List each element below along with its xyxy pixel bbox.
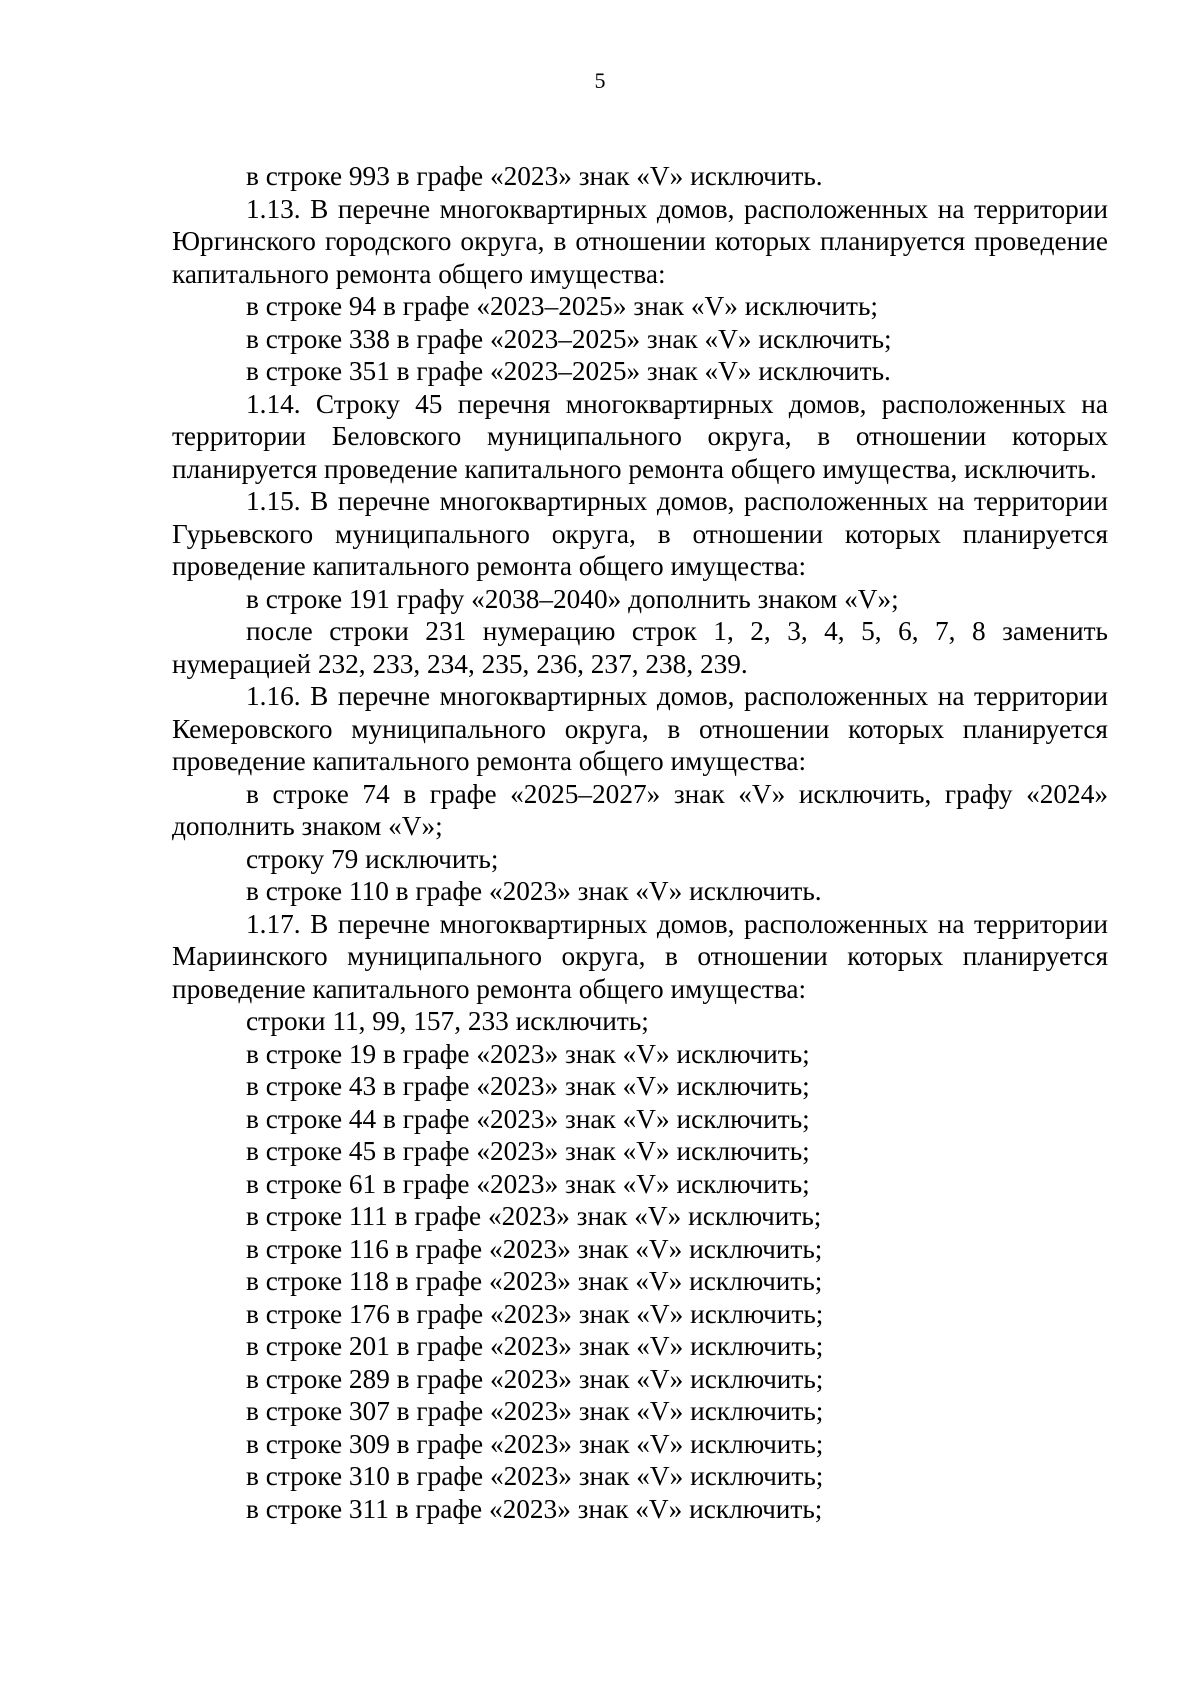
paragraph-1-16-kemerovo: 1.16. В перечне многоквартирных домов, расположенных на территории Кемеровского муниципального округа, в отношении которых планируется проведение капитального ремонта общего имущества: [172,681,1108,776]
paragraph-row-191: в строке 191 графу «2038–2040» дополнить знаком «V»; [246,583,899,614]
paragraph-row-79: строку 79 исключить; [246,843,499,874]
paragraph-row-351: в строке 351 в графе «2023–2025» знак «V» исключить. [246,356,891,386]
paragraph-row-338: в строке 338 в графе «2023–2025» знак «V» исключить; [246,323,892,354]
paragraph-row-307: в строке 307 в графе «2023» знак «V» исключить; [246,1396,824,1426]
paragraph-1-15-guryevsk: 1.15. В перечне многоквартирных домов, расположенных на территории Гурьевского муниципального округа, в отношении которых планируется проведение капитального ремонта общего имущества: [172,486,1108,581]
paragraph-row-44: в строке 44 в графе «2023» знак «V» исключить; [246,1103,810,1134]
paragraph-row-993: в строке 993 в графе «2023» знак «V» исключить. [246,161,823,191]
paragraph-1-13-yurga: 1.13. В перечне многоквартирных домов, расположенных на территории Юргинского городского округа, в отношении которых планируется проведение капитального ремонта общего имущества: [172,193,1108,289]
page-number: 5 [594,68,606,93]
paragraph-row-94: в строке 94 в графе «2023–2025» знак «V» исключить; [246,291,878,321]
paragraph-rows-exclude: строки 11, 99, 157, 233 исключить; [246,1006,649,1036]
paragraph-row-74: в строке 74 в графе «2025–2027» знак «V» исключить, графу «2024» дополнить знаком «V»; [172,778,1108,841]
paragraph-row-176: в строке 176 в графе «2023» знак «V» исключить; [246,1298,824,1329]
paragraph-row-289: в строке 289 в графе «2023» знак «V» исключить; [246,1363,824,1394]
paragraph-row-311: в строке 311 в графе «2023» знак «V» исключить; [246,1493,823,1524]
paragraph-after-row-231: после строки 231 нумерацию строк 1, 2, 3, 4, 5, 6, 7, 8 заменить нумерацией 232, 233, 234, 235, 236, 237, 238, 239. [172,616,1108,679]
paragraph-1-14-belovo: 1.14. Строку 45 перечня многоквартирных домов, расположенных на территории Беловского муниципального округа, в отношении которых планируется проведение капитального ремонта общего имущества, исключить. [172,388,1108,484]
paragraph-row-61: в строке 61 в графе «2023» знак «V» исключить; [246,1168,810,1199]
paragraph-row-116: в строке 116 в графе «2023» знак «V» исключить; [246,1233,823,1264]
paragraph-row-310: в строке 310 в графе «2023» знак «V» исключить; [246,1461,824,1491]
paragraph-row-309: в строке 309 в графе «2023» знак «V» исключить; [246,1428,824,1459]
paragraph-row-45: в строке 45 в графе «2023» знак «V» исключить; [246,1136,810,1166]
paragraph-row-19: в строке 19 в графе «2023» знак «V» исключить; [246,1038,810,1069]
paragraph-row-110: в строке 110 в графе «2023» знак «V» исключить. [246,876,822,906]
paragraph-row-201: в строке 201 в графе «2023» знак «V» исключить; [246,1331,824,1361]
document-body [172,160,1108,1525]
paragraph-row-118: в строке 118 в графе «2023» знак «V» исключить; [246,1266,823,1296]
paragraph-1-17-mariinsk: 1.17. В перечне многоквартирных домов, расположенных на территории Мариинского муниципального округа, в отношении которых планируется проведение капитального ремонта общего имущества: [172,908,1108,1004]
paragraph-row-111: в строке 111 в графе «2023» знак «V» исключить; [246,1201,822,1231]
paragraph-row-43: в строке 43 в графе «2023» знак «V» исключить; [246,1071,810,1101]
